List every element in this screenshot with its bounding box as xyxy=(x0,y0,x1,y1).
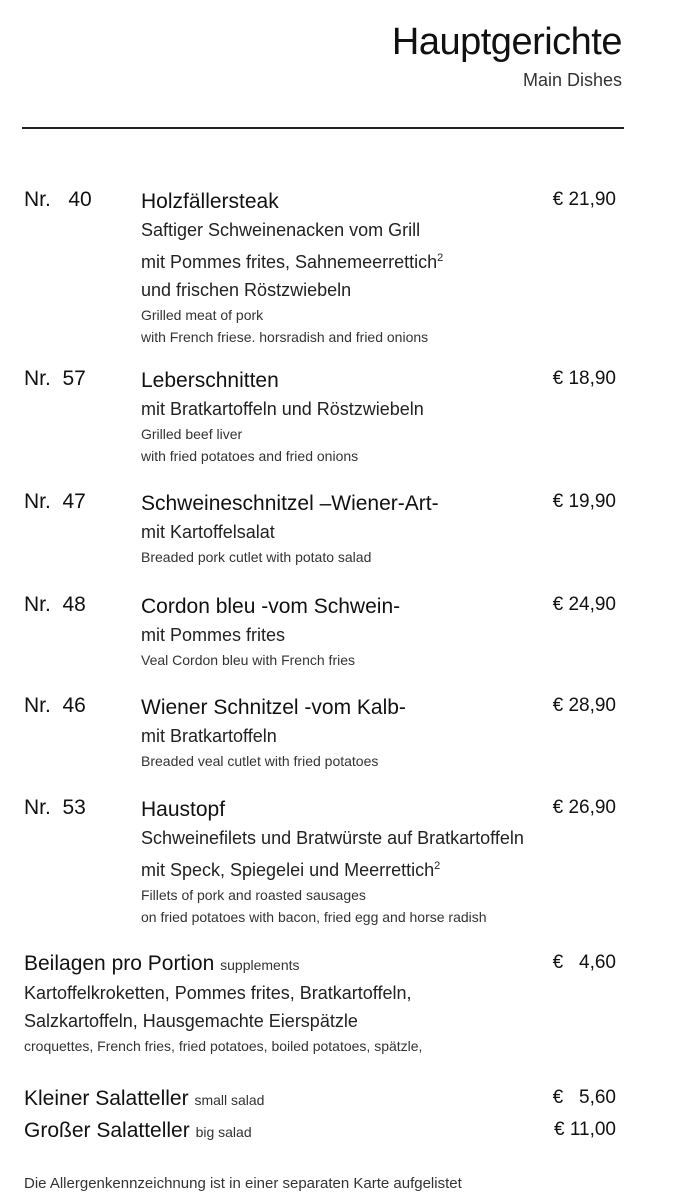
salad-item xyxy=(24,1117,620,1146)
dish-price: € 18,90 xyxy=(552,368,616,389)
dish-description-de: mit Speck, Spiegelei und Meerrettich$^2$ xyxy=(141,860,441,880)
dish-name: Cordon bleu -vom Schwein- xyxy=(141,595,401,618)
dish-price: € 28,90 xyxy=(552,695,616,716)
salad-name: Kleiner Salatteller small salad xyxy=(24,1087,265,1110)
page-header xyxy=(392,20,622,91)
dish-description-de: mit Pommes frites, Sahnemeerrettich$^2$ xyxy=(141,252,444,272)
dish-item xyxy=(24,490,620,568)
dish-description-en: Veal Cordon bleu with French fries xyxy=(141,652,355,668)
dish-name: Leberschnitten xyxy=(141,369,279,392)
dish-description-en: on fried potatoes with bacon, fried egg and horse radish xyxy=(141,909,487,925)
dish-item xyxy=(24,694,620,772)
salad-name: Großer Salatteller big salad xyxy=(24,1119,252,1142)
header-divider xyxy=(22,127,624,129)
supplements-title: Beilagen pro Portion supplements xyxy=(24,952,300,975)
supplements-list-en: croquettes, French fries, fried potatoes, boiled potatoes, spätzle, xyxy=(24,1038,423,1054)
dish-description-en: Fillets of pork and roasted sausages xyxy=(141,887,366,903)
dish-item xyxy=(24,593,620,671)
supplements-price: € 4,60 xyxy=(552,952,616,973)
dish-name: Wiener Schnitzel -vom Kalb- xyxy=(141,696,406,719)
salad-price: € 11,00 xyxy=(554,1119,616,1140)
dish-description-en: with French friese. horsradish and fried onions xyxy=(141,329,429,345)
dish-name: Schweineschnitzel –Wiener-Art- xyxy=(141,492,439,515)
dish-description-de: Saftiger Schweinenacken vom Grill xyxy=(141,220,421,240)
dish-number: Nr. 40 xyxy=(24,188,92,211)
dish-item xyxy=(24,796,620,928)
dish-description-en: Grilled meat of pork xyxy=(141,307,264,323)
page-title: Hauptgerichte xyxy=(391,21,622,63)
dish-name: Holzfällersteak xyxy=(141,190,279,213)
dish-description-en: Grilled beef liver xyxy=(141,426,243,442)
dish-price: € 21,90 xyxy=(552,189,616,210)
dish-item xyxy=(24,367,620,467)
dish-description-de: mit Bratkartoffeln xyxy=(141,726,277,746)
salad-price: € 5,60 xyxy=(552,1087,616,1108)
dish-price: € 26,90 xyxy=(552,797,616,818)
salad-name-en: big salad xyxy=(195,1124,252,1140)
dish-description-de: mit Bratkartoffeln und Röstzwiebeln xyxy=(141,399,424,419)
dish-description-de: und frischen Röstzwiebeln xyxy=(141,280,352,300)
dish-number: Nr. 46 xyxy=(24,694,86,717)
dish-item xyxy=(24,188,620,348)
allergen-footnote: 2 xyxy=(437,252,444,264)
page-subtitle: Main Dishes xyxy=(522,69,622,90)
dish-description-en: Breaded pork cutlet with potato salad xyxy=(141,549,372,565)
allergen-notice: Die Allergenkennzeichnung ist in einer separaten Karte aufgelistet xyxy=(24,1175,462,1192)
dish-description-en: Breaded veal cutlet with fried potatoes xyxy=(141,753,379,769)
supplements-list-de: Salzkartoffeln, Hausgemachte Eierspätzle xyxy=(24,1011,358,1031)
salad-item xyxy=(24,1085,620,1114)
salad-name-en: small salad xyxy=(194,1092,265,1108)
dish-description-de: mit Kartoffelsalat xyxy=(141,522,275,542)
allergen-footnote: 2 xyxy=(434,860,441,872)
dish-name: Haustopf xyxy=(141,798,226,821)
dish-description-de: Schweinefilets und Bratwürste auf Bratkartoffeln xyxy=(141,828,524,848)
dish-number: Nr. 47 xyxy=(24,490,86,513)
dish-price: € 24,90 xyxy=(552,594,616,615)
dish-number: Nr. 48 xyxy=(24,593,86,616)
dish-description-de: mit Pommes frites xyxy=(141,625,286,645)
dish-price: € 19,90 xyxy=(552,491,616,512)
dish-number: Nr. 53 xyxy=(24,796,86,819)
supplements-title-en: supplements xyxy=(220,957,300,973)
dish-number: Nr. 57 xyxy=(24,367,86,390)
dish-description-en: with fried potatoes and fried onions xyxy=(141,448,359,464)
supplements-section xyxy=(24,950,620,1057)
supplements-list-de: Kartoffelkroketten, Pommes frites, Bratkartoffeln, xyxy=(24,983,412,1003)
